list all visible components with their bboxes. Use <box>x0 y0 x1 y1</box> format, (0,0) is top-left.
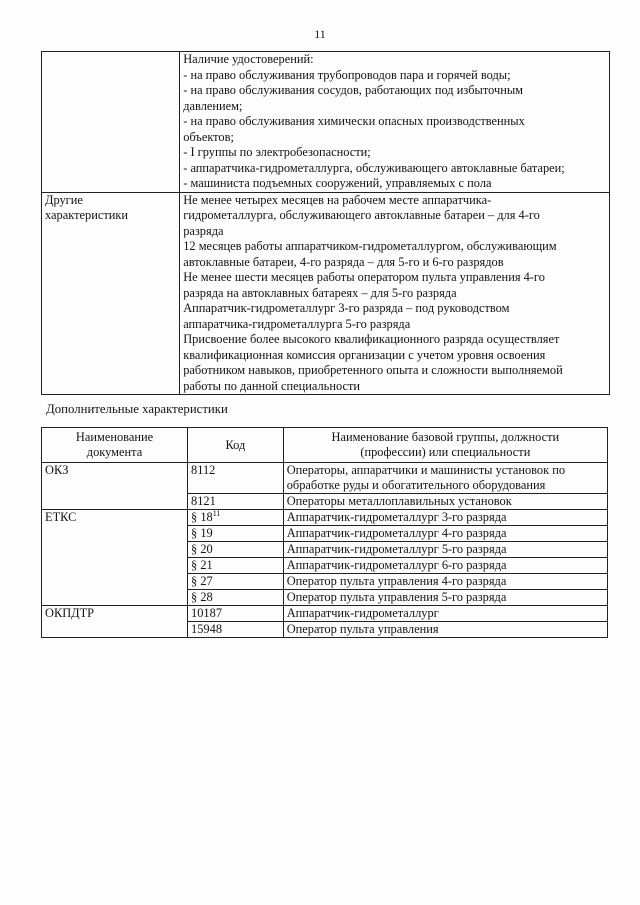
text-line: Наличие удостоверений: <box>183 52 314 66</box>
text-line: - I группы по электробезопасности; <box>183 145 371 159</box>
group-name-line: Аппаратчик-гидрометаллург 3-го разряда <box>286 510 507 524</box>
code-cell <box>188 574 284 590</box>
group-name-line: Аппаратчик-гидрометаллург <box>286 606 439 620</box>
text-line: Аппаратчик-гидрометаллург 3-го разряда – под руководством <box>183 301 510 315</box>
header-line: (профессии) или специальности <box>360 445 531 459</box>
row-label-line: Другие <box>45 192 83 207</box>
table-row <box>42 622 608 638</box>
row-label-line: характеристики <box>45 208 129 222</box>
text-line: давлением; <box>183 98 243 113</box>
table-row <box>42 192 610 395</box>
code-value: § 28 <box>191 590 213 604</box>
group-name-cell <box>283 622 607 638</box>
header-line: документа <box>86 445 143 459</box>
code-cell <box>188 590 284 606</box>
header-document-name <box>42 428 188 463</box>
header-row <box>42 428 608 463</box>
text-line: квалификационная комиссия организации с учетом уровня освоения <box>183 347 546 362</box>
document-cell <box>42 574 188 590</box>
group-name-line: Оператор пульта управления <box>286 622 439 636</box>
text-line: работником навыков, приобретенного опыта и сложности выполняемой <box>183 363 563 377</box>
code-value: 8121 <box>191 494 216 508</box>
table-row <box>42 494 608 510</box>
text-line: разряда на автоклавных батареях – для 5-го разряда <box>183 285 457 300</box>
group-name-line: обработке руды и обогатительного оборудования <box>286 478 546 492</box>
group-name-cell <box>283 542 607 558</box>
text-line: - на право обслуживания химически опасных производственных <box>183 114 525 128</box>
footnote-marker: 11 <box>212 508 221 518</box>
group-name-line: Аппаратчик-гидрометаллург 6-го разряда <box>286 558 507 572</box>
group-name-line: Операторы, аппаратчики и машинисты установок по <box>286 463 566 477</box>
text-line: - аппаратчика-гидрометаллурга, обслуживающего автоклавные батареи; <box>183 160 565 175</box>
document-cell <box>42 558 188 574</box>
table-row <box>42 510 608 526</box>
text-line: аппаратчика-гидрометаллурга 5-го разряда <box>183 316 411 331</box>
group-name-cell <box>283 558 607 574</box>
group-name-line: Операторы металлоплавильных установок <box>286 494 512 508</box>
text-line: Не менее шести месяцев работы оператором пульта управления 4-го <box>183 270 545 284</box>
group-name-cell <box>283 606 607 622</box>
header-line: Наименование <box>75 430 154 444</box>
table-row <box>42 574 608 590</box>
text-line: Присвоение более высокого квалификационного разряда осуществляет <box>183 332 560 346</box>
table-row <box>42 463 608 494</box>
code-cell <box>188 622 284 638</box>
text-line: разряда <box>183 223 224 238</box>
header-line: Наименование базовой группы, должности <box>331 430 560 444</box>
group-name-line: Аппаратчик-гидрометаллург 4-го разряда <box>286 526 507 540</box>
table-row <box>42 606 608 622</box>
text-line: 12 месяцев работы аппаратчиком-гидрометаллургом, обслуживающим <box>183 239 557 253</box>
group-name-cell <box>283 574 607 590</box>
table-row <box>42 526 608 542</box>
group-name-cell <box>283 494 607 510</box>
code-value: 15948 <box>191 622 223 636</box>
text-line: - на право обслуживания трубопроводов пара и горячей воды; <box>183 67 511 82</box>
document-cell: ЕТКС <box>42 510 188 526</box>
certificates-cell <box>180 52 610 193</box>
group-name-line: Оператор пульта управления 4-го разряда <box>286 574 507 588</box>
section-heading: Дополнительные характеристики <box>46 402 228 416</box>
group-name-cell <box>283 526 607 542</box>
row-label-cell <box>42 52 180 193</box>
qualification-requirements-table <box>41 51 610 395</box>
text-line: объектов; <box>183 129 234 144</box>
text-line: - машиниста подъемных сооружений, управляемых с пола <box>183 176 492 190</box>
code-value: § 21 <box>191 558 213 572</box>
other-characteristics-cell <box>180 192 610 395</box>
document-cell: ОКЗ <box>42 463 188 494</box>
code-cell <box>188 526 284 542</box>
text-line: Не менее четырех месяцев на рабочем месте аппаратчика- <box>183 192 492 207</box>
group-name-line: Аппаратчик-гидрометаллург 5-го разряда <box>286 542 507 556</box>
group-name-cell <box>283 463 607 494</box>
text-line: работы по данной специальности <box>183 378 361 393</box>
code-cell <box>188 542 284 558</box>
code-value: § 20 <box>191 542 213 556</box>
table-row <box>42 590 608 606</box>
code-cell <box>188 558 284 574</box>
code-cell <box>188 463 284 494</box>
code-cell <box>188 606 284 622</box>
document-cell <box>42 542 188 558</box>
group-name-cell <box>283 510 607 526</box>
code-value: § 27 <box>191 574 213 588</box>
text-line: - на право обслуживания сосудов, работающих под избыточным <box>183 83 524 97</box>
group-name-cell <box>283 590 607 606</box>
document-cell <box>42 590 188 606</box>
code-value: 10187 <box>191 606 223 620</box>
document-cell <box>42 494 188 510</box>
document-cell <box>42 526 188 542</box>
page-number: 11 <box>314 27 326 41</box>
code-cell <box>188 494 284 510</box>
table-row <box>42 558 608 574</box>
header-group-name <box>283 428 607 463</box>
group-name-line: Оператор пульта управления 5-го разряда <box>286 590 507 604</box>
header-code: Код <box>188 428 284 463</box>
document-cell <box>42 622 188 638</box>
table-row <box>42 52 610 193</box>
code-value: § 18 <box>191 510 213 524</box>
text-line: гидрометаллурга, обслуживающего автоклавные батареи – для 4-го <box>183 208 540 222</box>
table-row <box>42 542 608 558</box>
document-cell: ОКПДТР <box>42 606 188 622</box>
code-cell <box>188 510 284 526</box>
code-value: 8112 <box>191 463 216 477</box>
additional-characteristics-table <box>41 427 608 638</box>
code-value: § 19 <box>191 526 213 540</box>
row-label-cell <box>42 192 180 395</box>
text-line: автоклавные батареи, 4-го разряда – для 5-го и 6-го разрядов <box>183 254 504 269</box>
